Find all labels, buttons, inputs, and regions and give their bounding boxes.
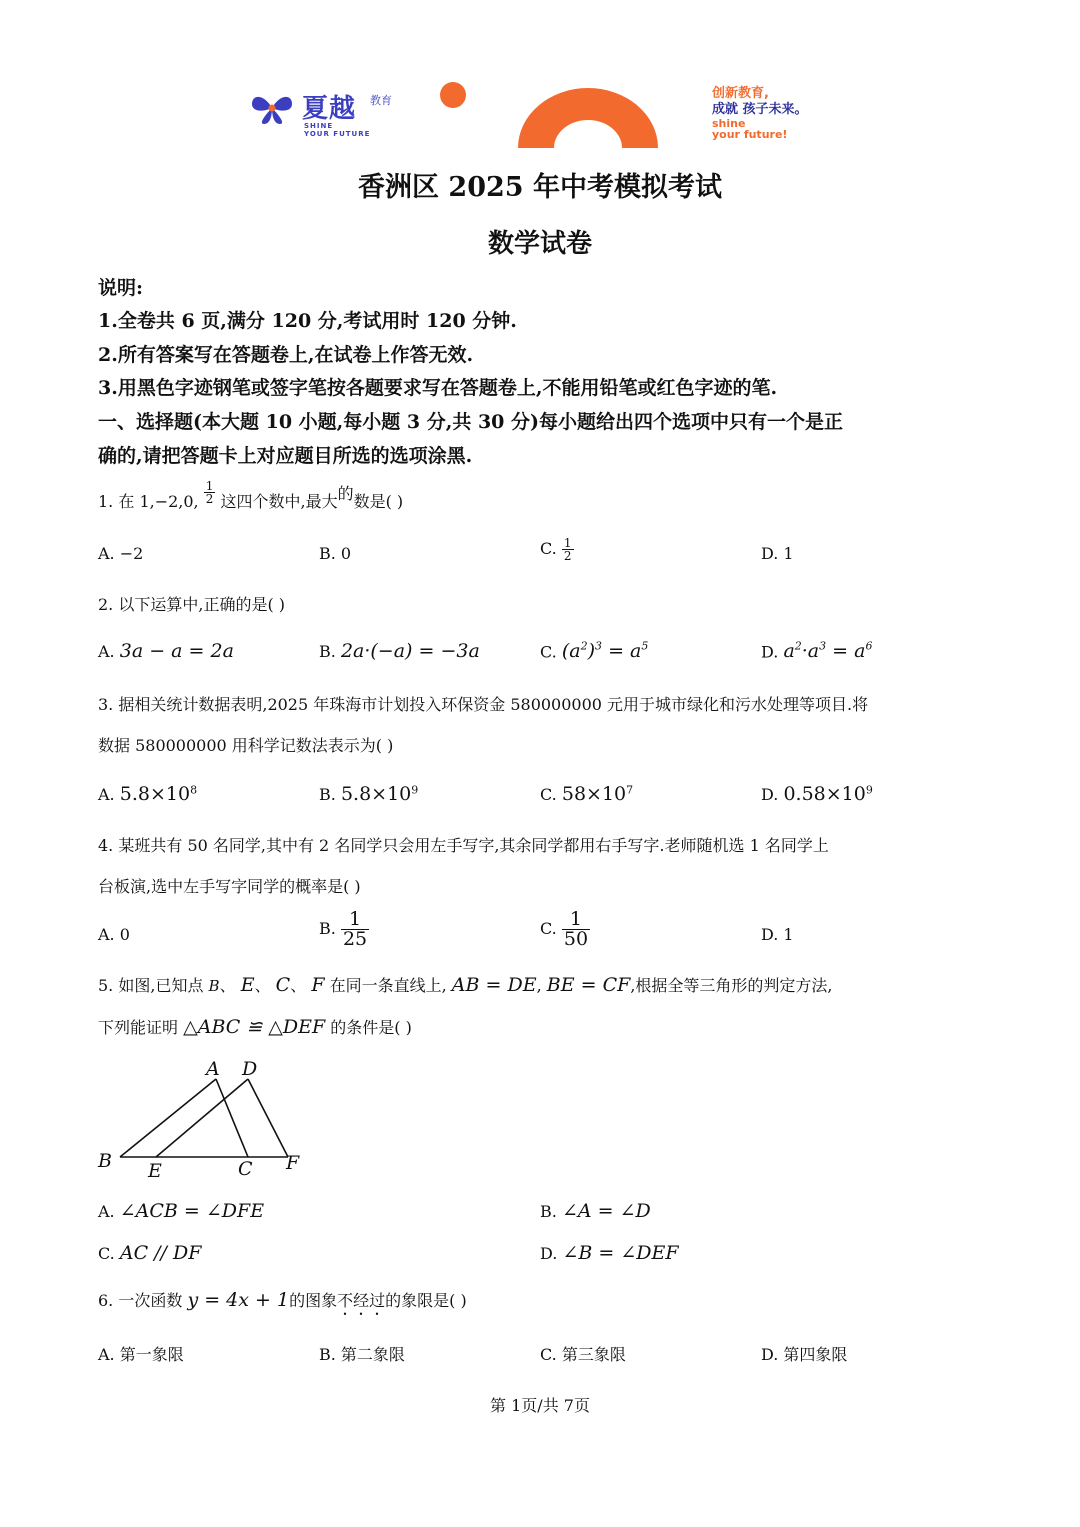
q2-option-a-expr: 3a − a = 2a — [119, 640, 234, 662]
q3-option-d-mantissa: 0.58×10 — [783, 783, 866, 805]
q1-option-b: B. 0 — [319, 544, 352, 563]
label-e: E — [148, 1160, 162, 1182]
q2-option-d — [761, 640, 872, 662]
question-1 — [98, 480, 403, 512]
q2-d-e1: 2 — [794, 640, 802, 653]
q3-option-c-mantissa: 58×10 — [561, 783, 627, 805]
q2-option-a — [98, 640, 234, 662]
q5-sep-1: 、 — [219, 976, 236, 995]
q3-option-b-mantissa: 5.8×10 — [340, 783, 412, 805]
q4-option-c-den: 50 — [563, 928, 589, 950]
exam-title: 香洲区 2025 年中考模拟考试 — [358, 172, 722, 203]
segment-ac — [216, 1079, 248, 1157]
q5-congruence: △ABC ≌ △DEF — [183, 1016, 326, 1038]
brand-name: 夏越 — [302, 94, 357, 124]
triangle-figure — [92, 1055, 322, 1185]
question-3-line-2: 数据 580000000 用科学记数法表示为( ) — [98, 736, 394, 755]
question-4-line-2: 台板演,选中左手写字同学的概率是( ) — [98, 877, 361, 896]
q5-text-a: 5. 如图,已知点 — [98, 976, 204, 995]
q5-text-e: 在同一条直线上, — [329, 976, 447, 995]
q4-option-c — [540, 910, 590, 949]
q1-option-c-label: C. — [540, 539, 557, 558]
q4-option-c-num: 1 — [562, 910, 590, 930]
q5-point-f: F — [311, 974, 325, 996]
q2-c-outer-exp: 3 — [595, 640, 603, 653]
q4-option-b — [319, 910, 369, 949]
q5-option-a-expr: ∠ACB = ∠DFE — [119, 1200, 265, 1222]
note-item: 3.用黑色字迹钢笔或签字笔按各题要求写在答题卷上,不能用铅笔或红色字迹的笔. — [98, 377, 778, 399]
q2-option-c — [540, 640, 648, 662]
q5-condition-1: AB = DE — [451, 974, 537, 996]
q5-option-c — [98, 1242, 201, 1264]
q2-d-e3: 6 — [865, 640, 873, 653]
q2-option-c-expr — [562, 640, 649, 662]
q3-option-d — [761, 783, 873, 805]
q2-option-b-label: B. — [319, 642, 336, 661]
q2-option-b — [319, 640, 480, 662]
q6-option-c: C. 第三象限 — [540, 1345, 626, 1364]
q3-option-c-exp: 7 — [626, 783, 634, 797]
notes-heading: 说明: — [98, 277, 144, 299]
q2-c-close: ) — [587, 640, 596, 663]
label-d: D — [242, 1058, 258, 1080]
q3-option-b — [319, 783, 418, 805]
q2-option-a-label: A. — [98, 642, 115, 661]
q4-option-b-frac — [341, 910, 369, 949]
q6-option-a: A. 第一象限 — [98, 1345, 184, 1364]
q4-option-d: D. 1 — [761, 925, 794, 944]
note-item: 1.全卷共 6 页,满分 120 分,考试用时 120 分钟. — [98, 310, 517, 332]
q1-text-pre: 1. 在 1,−2,0, — [98, 492, 199, 511]
slogan-line-2: 成就 孩子未来。 — [712, 102, 808, 117]
q1-text-mid: 这四个数中,最大 — [220, 492, 338, 511]
page-footer: 第 1页/共 7页 — [490, 1396, 590, 1415]
q1-text-sup: 的 — [337, 484, 354, 503]
q5-sep-2: 、 — [254, 976, 271, 995]
q6-text-mid: 的图象 — [289, 1291, 338, 1310]
q2-c-exp: 5 — [641, 640, 649, 653]
q5-text-g: ,根据全等三角形的判定方法, — [630, 976, 833, 995]
q5-option-c-label: C. — [98, 1244, 115, 1263]
q4-option-c-frac — [562, 910, 590, 949]
q1-option-c-frac — [562, 537, 574, 562]
note-item: 2.所有答案写在答题卷上,在试卷上作答无效. — [98, 344, 474, 366]
q2-option-c-label: C. — [540, 642, 557, 662]
q6-text-post: 的象限是( ) — [385, 1291, 467, 1310]
brand-tagline-2: YOUR FUTURE — [304, 130, 371, 138]
q2-d-a: a — [783, 640, 795, 663]
q1-option-c-den: 2 — [563, 549, 572, 563]
question-4-line-1: 4. 某班共有 50 名同学,其中有 2 名同学只会用左手写字,其余同学都用右手写字.老师随机选 1 名同学上 — [98, 836, 829, 855]
q5-text-l2b: 的条件是( ) — [330, 1018, 412, 1037]
q4-option-b-den: 25 — [342, 928, 368, 950]
q1-fraction — [204, 480, 216, 505]
q3-option-a-mantissa: 5.8×10 — [119, 783, 191, 805]
q4-option-b-label: B. — [319, 919, 336, 938]
q5-option-a-label: A. — [98, 1202, 115, 1221]
exam-subtitle: 数学试卷 — [487, 229, 592, 259]
slogan — [712, 86, 808, 140]
q3-option-d-exp: 9 — [865, 783, 873, 797]
question-3-line-1: 3. 据相关统计数据表明,2025 年珠海市计划投入环保资金 580000000 元用于城市绿化和污水处理等项目.将 — [98, 695, 869, 714]
segment-df — [248, 1079, 288, 1157]
q1-option-c — [540, 537, 574, 562]
slogan-line-4: your future! — [712, 128, 788, 141]
q4-option-b-num: 1 — [341, 910, 369, 930]
question-5-line-1 — [98, 973, 833, 996]
q2-c-inner-exp: 2 — [580, 640, 588, 653]
q5-option-d — [540, 1242, 679, 1264]
q3-option-b-exp: 9 — [411, 783, 419, 797]
q6-option-d: D. 第四象限 — [761, 1345, 848, 1364]
q3-option-c-label: C. — [540, 785, 557, 804]
q6-emphasis: 不经过 — [337, 1291, 386, 1310]
brand-sup: 教育 — [370, 94, 392, 107]
label-a: A — [206, 1058, 220, 1080]
orange-dot-decoration — [440, 82, 466, 108]
q2-option-d-label: D. — [761, 642, 779, 662]
q2-d-e2: 3 — [819, 640, 827, 653]
q6-option-b: B. 第二象限 — [319, 1345, 405, 1364]
orange-arch-decoration — [518, 88, 658, 148]
q5-text-l2a: 下列能证明 — [98, 1018, 179, 1037]
brand-logo — [250, 88, 400, 138]
q6-text-pre: 6. 一次函数 — [98, 1291, 183, 1310]
q1-frac-den: 2 — [205, 492, 214, 506]
q5-point-b: B — [208, 977, 220, 995]
q3-option-a-label: A. — [98, 785, 115, 804]
q5-sep-3: 、 — [290, 976, 307, 995]
q3-option-b-label: B. — [319, 785, 336, 804]
q4-option-a: A. 0 — [98, 925, 130, 944]
q3-option-c — [540, 783, 633, 805]
q2-c-base: (a — [561, 640, 581, 663]
q2-d-eq: = a — [826, 640, 866, 663]
q5-option-a — [98, 1200, 264, 1222]
q5-point-e: E — [240, 974, 255, 996]
q3-option-a-exp: 8 — [190, 783, 198, 797]
section-heading-line-1: 一、选择题(本大题 10 小题,每小题 3 分,共 30 分)每小题给出四个选项中只有一个是正 — [98, 411, 844, 433]
q2-c-rest: = a — [602, 640, 642, 663]
q3-option-d-label: D. — [761, 785, 779, 804]
q5-option-d-expr: ∠B = ∠DEF — [562, 1242, 679, 1264]
q1-frac-num: 1 — [205, 479, 214, 493]
label-f: F — [286, 1152, 300, 1174]
q1-option-a: A. −2 — [98, 544, 144, 563]
slogan-line-1: 创新教育, — [712, 86, 769, 101]
section-heading-line-2: 确的,请把答题卡上对应题目所选的选项涂黑. — [98, 445, 473, 467]
q5-condition-2: BE = CF — [546, 974, 631, 996]
q5-option-b-expr: ∠A = ∠D — [561, 1200, 651, 1222]
q5-point-c: C — [275, 974, 291, 996]
q1-text-post: 数是( ) — [353, 492, 404, 511]
butterfly-logo-icon — [250, 90, 294, 126]
label-b: B — [98, 1150, 112, 1172]
label-c: C — [238, 1158, 253, 1180]
slogan-line-3: shine — [712, 117, 746, 130]
question-6 — [98, 1288, 467, 1319]
question-5-line-2 — [98, 1015, 412, 1038]
q4-option-c-label: C. — [540, 919, 557, 938]
q5-option-b-label: B. — [540, 1202, 557, 1221]
q2-option-b-expr: 2a·(−a) = −3a — [340, 640, 480, 662]
q5-option-d-label: D. — [540, 1244, 558, 1263]
q5-sep-4: , — [536, 976, 542, 995]
question-2: 2. 以下运算中,正确的是( ) — [98, 595, 286, 614]
q1-option-d: D. 1 — [761, 544, 794, 563]
brand-tagline-1: SHINE — [304, 122, 334, 130]
q3-option-a — [98, 783, 197, 805]
q2-d-mid: ·a — [801, 640, 820, 663]
q5-option-b — [540, 1200, 651, 1222]
q6-function: y = 4x + 1 — [187, 1289, 290, 1311]
q5-option-c-expr: AC // DF — [119, 1242, 202, 1264]
q1-option-c-num: 1 — [563, 536, 572, 550]
q2-option-d-expr — [783, 640, 872, 662]
